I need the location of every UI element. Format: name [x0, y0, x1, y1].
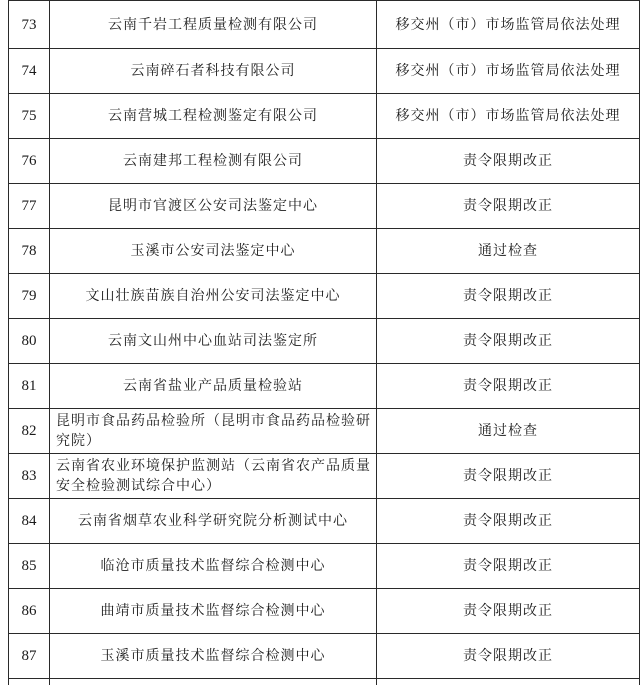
row-number: 82: [9, 409, 50, 454]
table-row: [9, 544, 640, 589]
row-number: 86: [9, 589, 50, 634]
inspection-result: 通过检查: [377, 229, 640, 274]
row-number: 84: [9, 499, 50, 544]
row-number: 87: [9, 634, 50, 679]
inspection-result: 责令限期改正: [377, 589, 640, 634]
organization-name: 云南千岩工程质量检测有限公司: [50, 1, 377, 49]
table-row: [9, 409, 640, 454]
organization-name: 玉溪市公安司法鉴定中心: [50, 229, 377, 274]
row-number: 74: [9, 49, 50, 94]
organization-name: 云南省盐业产品质量检验站: [50, 364, 377, 409]
inspection-results-table: [8, 0, 640, 685]
row-number: 83: [9, 454, 50, 499]
table-row: [9, 274, 640, 319]
row-number: 75: [9, 94, 50, 139]
table-row: [9, 1, 640, 49]
organization-name: 云南建邦工程检测有限公司: [50, 139, 377, 184]
row-number: 76: [9, 139, 50, 184]
table-row: [9, 364, 640, 409]
inspection-result: 责令限期改正: [377, 139, 640, 184]
inspection-result: 责令限期改正: [377, 544, 640, 589]
row-number-partial: [9, 679, 50, 686]
organization-name-partial: [50, 679, 377, 686]
table-row: [9, 184, 640, 229]
table-row: [9, 454, 640, 499]
organization-name: 临沧市质量技术监督综合检测中心: [50, 544, 377, 589]
organization-name: 云南营城工程检测鉴定有限公司: [50, 94, 377, 139]
row-number: 77: [9, 184, 50, 229]
table-row: [9, 319, 640, 364]
row-number: 78: [9, 229, 50, 274]
table-row-partial: [9, 679, 640, 686]
inspection-result: 责令限期改正: [377, 454, 640, 499]
organization-name: 玉溪市质量技术监督综合检测中心: [50, 634, 377, 679]
organization-name: 云南省农业环境保护监测站（云南省农产品质量安全检验测试综合中心）: [50, 454, 377, 499]
inspection-result: 通过检查: [377, 409, 640, 454]
organization-name: 曲靖市质量技术监督综合检测中心: [50, 589, 377, 634]
organization-name: 云南省烟草农业科学研究院分析测试中心: [50, 499, 377, 544]
inspection-result: 责令限期改正: [377, 184, 640, 229]
inspection-result: 责令限期改正: [377, 364, 640, 409]
row-number: 85: [9, 544, 50, 589]
inspection-result: 责令限期改正: [377, 634, 640, 679]
table-row: [9, 589, 640, 634]
inspection-result: 移交州（市）市场监管局依法处理: [377, 94, 640, 139]
row-number: 80: [9, 319, 50, 364]
inspection-result: 责令限期改正: [377, 499, 640, 544]
table-row: [9, 49, 640, 94]
organization-name: 昆明市食品药品检验所（昆明市食品药品检验研究院）: [50, 409, 377, 454]
table-row: [9, 139, 640, 184]
row-number: 81: [9, 364, 50, 409]
table-row: [9, 499, 640, 544]
inspection-result: 责令限期改正: [377, 274, 640, 319]
table-row: [9, 94, 640, 139]
inspection-result: 责令限期改正: [377, 319, 640, 364]
inspection-result: 移交州（市）市场监管局依法处理: [377, 49, 640, 94]
organization-name: 文山壮族苗族自治州公安司法鉴定中心: [50, 274, 377, 319]
inspection-result: 移交州（市）市场监管局依法处理: [377, 1, 640, 49]
row-number: 79: [9, 274, 50, 319]
table-row: [9, 229, 640, 274]
inspection-result-partial: [377, 679, 640, 686]
row-number: 73: [9, 1, 50, 49]
organization-name: 云南碎石者科技有限公司: [50, 49, 377, 94]
organization-name: 云南文山州中心血站司法鉴定所: [50, 319, 377, 364]
table-row: [9, 634, 640, 679]
organization-name: 昆明市官渡区公安司法鉴定中心: [50, 184, 377, 229]
